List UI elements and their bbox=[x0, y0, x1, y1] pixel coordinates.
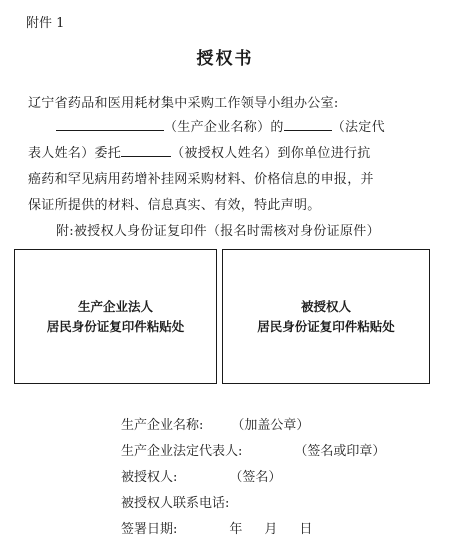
attachment-note: 附:被授权人身份证复印件（报名时需核对身份证原件） bbox=[56, 224, 380, 239]
legal-rep-box-title: 生产企业法人 bbox=[77, 298, 153, 314]
date-line bbox=[121, 518, 312, 537]
company-seal-note: （加盖公章） bbox=[231, 418, 310, 433]
body-line-1b: （法定代 bbox=[331, 120, 385, 135]
date-month: 月 bbox=[264, 522, 278, 537]
phone-line: 被授权人联系电话: bbox=[121, 496, 230, 511]
body-line-2a: 表人姓名）委托 bbox=[28, 146, 122, 161]
company-name-blank bbox=[56, 117, 164, 131]
company-signature-line bbox=[121, 414, 309, 433]
body-line-1 bbox=[56, 116, 385, 135]
rep-label: 生产企业法定代表人: bbox=[121, 444, 243, 459]
rep-name-blank bbox=[284, 117, 332, 131]
body-line-2b: （被授权人姓名）到你单位进行抗 bbox=[171, 146, 371, 161]
date-label: 签署日期: bbox=[121, 522, 178, 537]
authorized-box-title: 被授权人 bbox=[300, 298, 351, 314]
legal-rep-box-subtitle: 居民身份证复印件粘贴处 bbox=[46, 318, 185, 334]
date-year: 年 bbox=[229, 522, 243, 537]
authorized-box-subtitle: 居民身份证复印件粘贴处 bbox=[257, 318, 395, 334]
authorized-label: 被授权人: bbox=[121, 470, 178, 485]
company-label: 生产企业名称: bbox=[121, 418, 204, 433]
authorized-id-paste-box bbox=[222, 249, 430, 384]
authorized-sign-note: （签名） bbox=[229, 470, 282, 485]
body-line-3: 癌药和罕见病用药增补挂网采购材料、价格信息的申报，并 bbox=[28, 172, 374, 187]
legal-rep-id-paste-box bbox=[14, 249, 217, 384]
authorized-signature-line bbox=[121, 466, 281, 485]
body-line-4: 保证所提供的材料、信息真实、有效，特此声明。 bbox=[28, 198, 321, 213]
document-title: 授权书 bbox=[196, 49, 254, 69]
addressee: 辽宁省药品和医用耗材集中采购工作领导小组办公室: bbox=[28, 96, 339, 111]
date-day: 日 bbox=[299, 522, 313, 537]
body-line-2 bbox=[28, 142, 371, 161]
rep-sign-note: （签名或印章） bbox=[294, 444, 386, 459]
authorized-name-blank bbox=[121, 143, 171, 157]
rep-signature-line bbox=[121, 440, 385, 459]
annex-label: 附件 1 bbox=[26, 16, 65, 31]
body-line-1a: （生产企业名称）的 bbox=[164, 120, 284, 135]
